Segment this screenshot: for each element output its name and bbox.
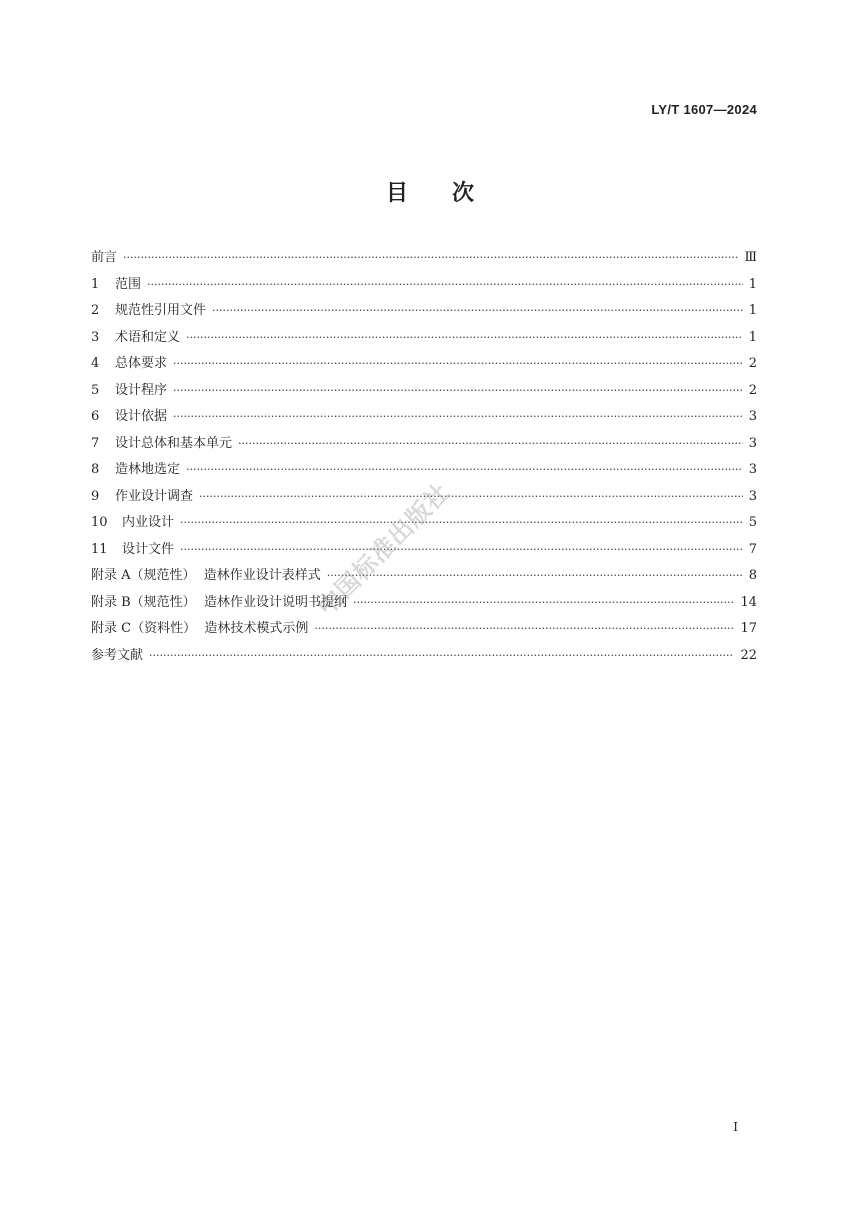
toc-entry-page: 17 — [740, 621, 757, 636]
toc-leader-dots — [173, 351, 743, 378]
toc-entry-page: Ⅲ — [744, 250, 757, 265]
toc-entry[interactable] — [91, 404, 757, 431]
toc-entry-page: 3 — [748, 435, 757, 451]
toc-entry-label: 1 范围 — [91, 272, 147, 299]
toc-entry[interactable] — [91, 325, 757, 352]
toc-entry-number: 6 — [91, 409, 100, 424]
toc-entry-label: 8 造林地选定 — [91, 457, 186, 484]
table-of-contents — [91, 245, 757, 669]
toc-entry-page: 1 — [748, 276, 757, 292]
toc-entry-references[interactable] — [91, 643, 757, 670]
publisher-watermark: 中国标准出版社 — [311, 477, 456, 622]
toc-entry-label: 6 设计依据 — [91, 404, 173, 431]
toc-entry-page: 3 — [748, 488, 757, 504]
toc-entry-label: 附录 B（规范性） 造林作业设计说明书提纲 — [91, 594, 347, 610]
toc-entry-page: 2 — [748, 356, 757, 371]
toc-entry-page: 3 — [748, 462, 757, 477]
toc-entry-label: 3 术语和定义 — [91, 325, 186, 352]
toc-leader-dots — [186, 325, 743, 352]
page-number: I — [733, 1120, 738, 1134]
toc-entry-appendix-a[interactable] — [91, 563, 757, 590]
toc-entry-page: 2 — [748, 382, 757, 398]
toc-entry-page: 5 — [748, 515, 757, 530]
toc-entry-appendix-c[interactable] — [91, 616, 757, 643]
toc-leader-dots — [212, 298, 743, 325]
toc-entry-label: 9 作业设计调查 — [91, 484, 199, 511]
toc-leader-dots — [147, 272, 743, 299]
toc-entry-number: 5 — [91, 382, 100, 398]
toc-leader-dots — [149, 643, 734, 670]
toc-entry-label: 2 规范性引用文件 — [91, 298, 212, 325]
toc-leader-dots — [327, 563, 743, 590]
toc-entry-label: 附录 A（规范性） 造林作业设计表样式 — [91, 568, 321, 583]
toc-entry-label: 前言 — [91, 250, 118, 265]
toc-entry[interactable] — [91, 378, 757, 405]
toc-leader-dots — [123, 245, 738, 272]
toc-leader-dots — [199, 484, 743, 511]
toc-entry-number: 10 — [91, 515, 108, 530]
toc-entry-number: 11 — [91, 541, 108, 557]
toc-entry-page: 1 — [748, 329, 757, 345]
toc-leader-dots — [180, 510, 743, 537]
toc-entry-page: 8 — [748, 568, 757, 583]
toc-entry[interactable] — [91, 351, 757, 378]
toc-entry[interactable] — [91, 272, 757, 299]
toc-leader-dots — [173, 404, 743, 431]
toc-entry-number: 9 — [91, 488, 100, 504]
toc-entry-label: 7 设计总体和基本单元 — [91, 431, 238, 458]
toc-entry[interactable] — [91, 245, 757, 272]
toc-entry-number: 7 — [91, 435, 100, 451]
toc-entry[interactable] — [91, 298, 757, 325]
toc-entry-page: 22 — [740, 647, 757, 663]
toc-entry-label: 4 总体要求 — [91, 351, 173, 378]
toc-entry[interactable] — [91, 537, 757, 564]
toc-entry[interactable] — [91, 431, 757, 458]
toc-leader-dots — [314, 616, 734, 643]
toc-entry-number: 1 — [91, 276, 100, 292]
toc-entry-label: 11 设计文件 — [91, 537, 180, 564]
toc-entry-number: 4 — [91, 356, 100, 371]
toc-entry-page: 1 — [748, 303, 757, 318]
toc-leader-dots — [173, 378, 743, 405]
toc-leader-dots — [180, 537, 743, 564]
toc-entry-number: 3 — [91, 329, 100, 345]
toc-entry-label: 5 设计程序 — [91, 378, 173, 405]
toc-leader-dots — [353, 590, 735, 617]
toc-entry-appendix-b[interactable] — [91, 590, 757, 617]
toc-entry-page: 3 — [748, 409, 757, 424]
toc-entry-number: 2 — [91, 303, 100, 318]
toc-entry-label: 附录 C（资料性） 造林技术模式示例 — [91, 621, 309, 636]
toc-entry-label: 参考文献 — [91, 647, 144, 663]
toc-entry-number: 8 — [91, 462, 100, 477]
toc-entry-label: 10 内业设计 — [91, 510, 180, 537]
page-title: 目次 — [385, 181, 518, 206]
toc-leader-dots — [238, 431, 743, 458]
toc-entry-page: 14 — [740, 594, 757, 610]
standard-code: LY/T 1607—2024 — [651, 102, 757, 117]
toc-entry-page: 7 — [748, 541, 757, 557]
toc-leader-dots — [186, 457, 743, 484]
